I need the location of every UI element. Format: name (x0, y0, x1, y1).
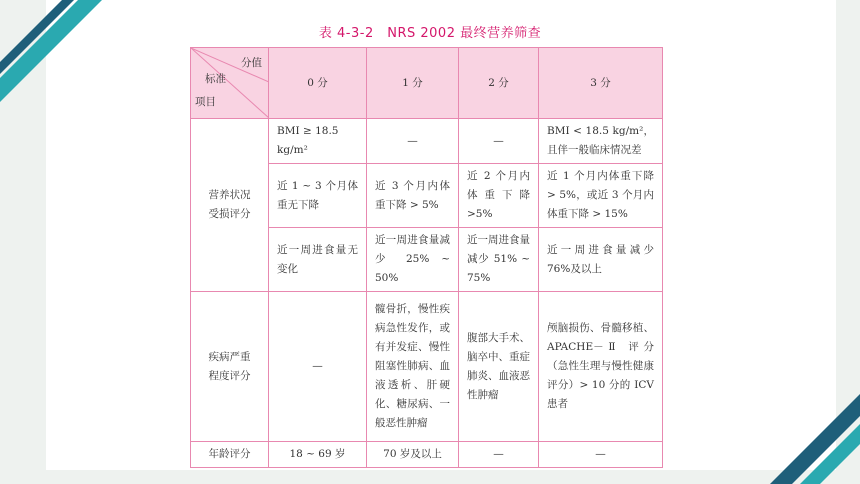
disease-score-3: 颅脑损伤、骨髓移植、APACHE－Ⅱ 评分（急性生理与慢性健康评分）> 10 分的 ICV 患者 (539, 292, 663, 442)
nutrition-category-cell: 营养状况受损评分 (191, 119, 269, 292)
table-row (191, 442, 663, 468)
diagonal-header-cell (191, 48, 269, 119)
nutrition-weight-score-1: 近 3 个月内体重下降 > 5% (367, 164, 459, 228)
disease-category-cell: 疾病严重程度评分 (191, 292, 269, 442)
score-3-header: 3 分 (539, 48, 663, 119)
nutrition-intake-score-2: 近一周进食量减少 51% ~ 75% (459, 228, 539, 292)
disease-score-0: — (269, 292, 367, 442)
corner-score-label: 分值 (241, 57, 262, 69)
table-row (191, 292, 663, 442)
score-1-header: 1 分 (367, 48, 459, 119)
nutrition-weight-score-2: 近 2 个月内体重下降 >5% (459, 164, 539, 228)
age-score-0: 18 ~ 69 岁 (269, 442, 367, 468)
score-0-header: 0 分 (269, 48, 367, 119)
corner-item-label: 项目 (195, 96, 216, 108)
nutrition-intake-score-0: 近一周进食量无变化 (269, 228, 367, 292)
nrs-table (190, 47, 663, 468)
nutrition-weight-score-3: 近 1 个月内体重下降 > 5%，或近 3 个月内体重下降 > 15% (539, 164, 663, 228)
score-2-header: 2 分 (459, 48, 539, 119)
age-score-2: — (459, 442, 539, 468)
corner-criteria-label: 标准 (205, 73, 226, 85)
header-row (191, 48, 663, 119)
nutrition-intake-score-1: 近一周进食量减少 25% ~ 50% (367, 228, 459, 292)
nutrition-weight-score-0: 近 1 ~ 3 个月体重无下降 (269, 164, 367, 228)
age-category-cell: 年龄评分 (191, 442, 269, 468)
disease-score-2: 腹部大手术、脑卒中、重症肺炎、血液恶性肿瘤 (459, 292, 539, 442)
nutrition-bmi-score-2: — (459, 119, 539, 164)
nutrition-intake-score-3: 近一周进食量减少 76%及以上 (539, 228, 663, 292)
age-score-3: — (539, 442, 663, 468)
table-row (191, 119, 663, 164)
age-score-1: 70 岁及以上 (367, 442, 459, 468)
table-title: 表 4-3-2 NRS 2002 最终营养筛查 (318, 26, 542, 41)
nutrition-bmi-score-1: — (367, 119, 459, 164)
nutrition-bmi-score-0: BMI ≥ 18.5 kg/m² (269, 119, 367, 164)
nutrition-bmi-score-3: BMI < 18.5 kg/m²，且伴一般临床情况差 (539, 119, 663, 164)
disease-score-1: 髋骨折，慢性疾病急性发作，或有并发症、慢性阻塞性肺病、血液透析、肝硬化、糖尿病、一般恶性肿瘤 (367, 292, 459, 442)
